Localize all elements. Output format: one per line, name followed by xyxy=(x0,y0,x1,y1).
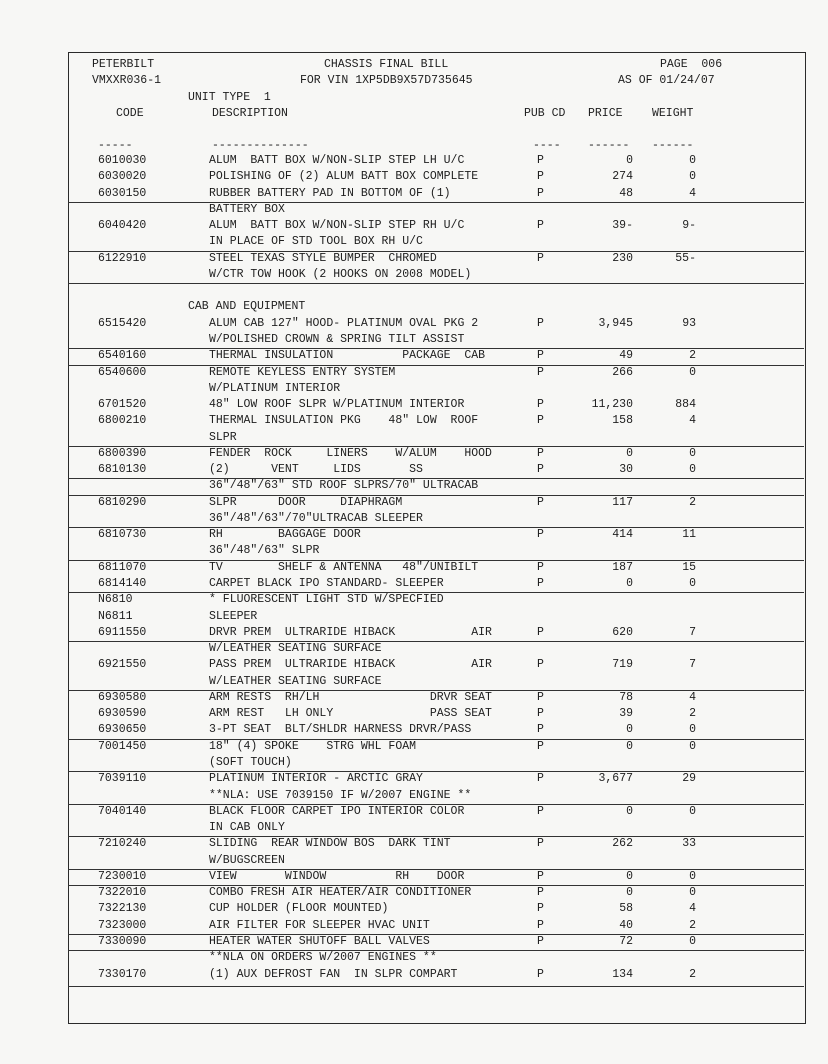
item-code: 6921550 xyxy=(98,658,147,672)
item-code: 7323000 xyxy=(98,918,147,932)
col-code: CODE xyxy=(116,107,144,120)
item-code: 7322130 xyxy=(98,902,147,916)
item-description: PASS PREM ULTRARIDE HIBACK AIR xyxy=(209,658,492,672)
item-description: BATTERY BOX xyxy=(209,202,285,216)
item-description: RUBBER BATTERY PAD IN BOTTOM OF (1) xyxy=(209,186,451,200)
item-description: * FLUORESCENT LIGHT STD W/SPECFIED xyxy=(209,593,444,607)
item-description: W/CTR TOW HOOK (2 HOOKS ON 2008 MODEL) xyxy=(209,267,472,281)
item-description: W/LEATHER SEATING SURFACE xyxy=(209,674,382,688)
item-pub-cd: P xyxy=(537,186,544,200)
item-pub-cd: P xyxy=(537,560,544,574)
item-pub-cd: P xyxy=(537,170,544,184)
item-price: 0 xyxy=(626,154,633,167)
item-price: 620 xyxy=(612,625,633,639)
item-weight: 2 xyxy=(689,967,696,981)
item-pub-cd: P xyxy=(537,967,544,981)
item-description: POLISHING OF (2) ALUM BATT BOX COMPLETE xyxy=(209,170,479,184)
item-code: 6911550 xyxy=(98,625,147,639)
item-description: AIR FILTER FOR SLEEPER HVAC UNIT xyxy=(209,918,430,932)
item-price: 11,230 xyxy=(591,398,633,412)
item-code: 6810730 xyxy=(98,528,147,542)
item-price: 0 xyxy=(626,869,633,883)
price-underline: ------ xyxy=(588,139,630,152)
col-price: PRICE xyxy=(588,107,623,120)
item-weight: 0 xyxy=(689,170,696,184)
report-title: CHASSIS FINAL BILL xyxy=(324,58,449,71)
item-description: 48" LOW ROOF SLPR W/PLATINUM INTERIOR xyxy=(209,398,465,412)
item-description: COMBO FRESH AIR HEATER/AIR CONDITIONER xyxy=(209,886,472,900)
item-weight: 2 xyxy=(689,495,696,509)
item-weight: 11 xyxy=(682,528,696,542)
item-price: 3,945 xyxy=(598,316,633,330)
row-separator xyxy=(68,202,804,203)
item-code: 6122910 xyxy=(98,251,147,265)
item-price: 48 xyxy=(619,186,633,200)
item-description: (2) VENT LIDS SS xyxy=(209,463,423,477)
item-description: SLPR DOOR DIAPHRAGM xyxy=(209,495,403,509)
item-weight: 4 xyxy=(689,902,696,916)
item-code: 6540160 xyxy=(98,349,147,363)
item-price: 30 xyxy=(619,463,633,477)
item-code: 7330170 xyxy=(98,967,147,981)
item-pub-cd: P xyxy=(537,154,544,167)
item-code: N6811 xyxy=(98,609,133,623)
item-description: FENDER ROCK LINERS W/ALUM HOOD xyxy=(209,446,492,460)
item-description: HEATER WATER SHUTOFF BALL VALVES xyxy=(209,934,430,948)
item-pub-cd: P xyxy=(537,804,544,818)
item-weight: 2 xyxy=(689,349,696,363)
item-price: 39- xyxy=(612,219,633,233)
item-price: 40 xyxy=(619,918,633,932)
item-description: STEEL TEXAS STYLE BUMPER CHROMED xyxy=(209,251,437,265)
item-description: TV SHELF & ANTENNA 48"/UNIBILT xyxy=(209,560,479,574)
item-code: 6814140 xyxy=(98,577,147,591)
as-of-date: AS OF 01/24/07 xyxy=(618,74,715,87)
item-price: 72 xyxy=(619,934,633,948)
col-description: DESCRIPTION xyxy=(212,107,288,120)
item-code: 7322010 xyxy=(98,886,147,900)
item-weight: 2 xyxy=(689,707,696,721)
item-price: 262 xyxy=(612,837,633,851)
item-code: 6030020 xyxy=(98,170,147,184)
code-underline: ----- xyxy=(98,139,133,152)
item-description: 18" (4) SPOKE STRG WHL FOAM xyxy=(209,739,417,753)
item-weight: 0 xyxy=(689,739,696,753)
item-code: 6030150 xyxy=(98,186,147,200)
item-code: 6800390 xyxy=(98,446,147,460)
item-pub-cd: P xyxy=(537,349,544,363)
item-pub-cd: P xyxy=(537,414,544,428)
item-description: W/BUGSCREEN xyxy=(209,853,285,867)
item-description: **NLA: USE 7039150 IF W/2007 ENGINE ** xyxy=(209,788,472,802)
item-price: 49 xyxy=(619,349,633,363)
item-price: 187 xyxy=(612,560,633,574)
item-code: 6040420 xyxy=(98,219,147,233)
item-description: BLACK FLOOR CARPET IPO INTERIOR COLOR xyxy=(209,804,465,818)
item-weight: 0 xyxy=(689,446,696,460)
item-price: 0 xyxy=(626,804,633,818)
item-weight: 0 xyxy=(689,934,696,948)
table-end-rule xyxy=(68,986,804,987)
item-description: **NLA ON ORDERS W/2007 ENGINES ** xyxy=(209,951,437,965)
item-price: 0 xyxy=(626,886,633,900)
item-description: (SOFT TOUCH) xyxy=(209,755,292,769)
item-description: W/LEATHER SEATING SURFACE xyxy=(209,642,382,656)
item-pub-cd: P xyxy=(537,886,544,900)
item-pub-cd: P xyxy=(537,690,544,704)
row-separator xyxy=(68,641,804,642)
item-price: 0 xyxy=(626,723,633,737)
item-code: 6930580 xyxy=(98,690,147,704)
item-pub-cd: P xyxy=(537,739,544,753)
item-code: 6811070 xyxy=(98,560,147,574)
item-price: 266 xyxy=(612,365,633,379)
item-price: 414 xyxy=(612,528,633,542)
item-pub-cd: P xyxy=(537,528,544,542)
item-code: 7040140 xyxy=(98,804,147,818)
item-code: 7001450 xyxy=(98,739,147,753)
item-code: N6810 xyxy=(98,593,133,607)
item-code: 6701520 xyxy=(98,398,147,412)
item-pub-cd: P xyxy=(537,365,544,379)
item-code: 7330090 xyxy=(98,934,147,948)
item-description: 36"/48"/63"/70"ULTRACAB SLEEPER xyxy=(209,511,423,525)
item-description: SLIDING REAR WINDOW BOS DARK TINT xyxy=(209,837,451,851)
item-weight: 0 xyxy=(689,365,696,379)
item-weight: 884 xyxy=(675,398,696,412)
item-description: ARM RESTS RH/LH DRVR SEAT xyxy=(209,690,492,704)
item-pub-cd: P xyxy=(537,463,544,477)
item-description: SLEEPER xyxy=(209,609,258,623)
item-code: 6540600 xyxy=(98,365,147,379)
item-description: REMOTE KEYLESS ENTRY SYSTEM xyxy=(209,365,396,379)
item-code: 7230010 xyxy=(98,869,147,883)
item-description: ALUM CAB 127" HOOD- PLATINUM OVAL PKG 2 xyxy=(209,316,479,330)
item-price: 58 xyxy=(619,902,633,916)
item-weight: 0 xyxy=(689,869,696,883)
item-weight: 9- xyxy=(682,219,696,233)
item-weight: 0 xyxy=(689,886,696,900)
item-code: 6810290 xyxy=(98,495,147,509)
item-weight: 33 xyxy=(682,837,696,851)
item-weight: 4 xyxy=(689,414,696,428)
unit-type: UNIT TYPE 1 xyxy=(188,91,271,104)
item-description: SLPR xyxy=(209,430,237,444)
item-pub-cd: P xyxy=(537,577,544,591)
item-description: 36"/48"/63" STD ROOF SLPRS/70" ULTRACAB xyxy=(209,479,479,493)
item-description: ALUM BATT BOX W/NON-SLIP STEP RH U/C xyxy=(209,219,465,233)
item-pub-cd: P xyxy=(537,869,544,883)
vin-line: FOR VIN 1XP5DB9X57D735645 xyxy=(300,74,473,87)
item-description: IN PLACE OF STD TOOL BOX RH U/C xyxy=(209,235,423,249)
item-price: 0 xyxy=(626,577,633,591)
item-pub-cd: P xyxy=(537,495,544,509)
item-weight: 7 xyxy=(689,625,696,639)
item-price: 158 xyxy=(612,414,633,428)
item-description: IN CAB ONLY xyxy=(209,821,285,835)
item-pub-cd: P xyxy=(537,658,544,672)
item-pub-cd: P xyxy=(537,446,544,460)
item-price: 0 xyxy=(626,446,633,460)
item-weight: 2 xyxy=(689,918,696,932)
pub-underline: ---- xyxy=(533,139,561,152)
item-pub-cd: P xyxy=(537,902,544,916)
item-price: 117 xyxy=(612,495,633,509)
weight-underline: ------ xyxy=(652,139,694,152)
item-pub-cd: P xyxy=(537,837,544,851)
item-weight: 4 xyxy=(689,690,696,704)
item-code: 6515420 xyxy=(98,316,147,330)
item-price: 230 xyxy=(612,251,633,265)
item-weight: 4 xyxy=(689,186,696,200)
item-price: 78 xyxy=(619,690,633,704)
item-weight: 0 xyxy=(689,577,696,591)
item-price: 274 xyxy=(612,170,633,184)
item-code: 7039110 xyxy=(98,772,147,786)
item-pub-cd: P xyxy=(537,625,544,639)
col-pub-cd: PUB CD xyxy=(524,107,566,120)
item-price: 134 xyxy=(612,967,633,981)
item-weight: 0 xyxy=(689,154,696,167)
item-description: 3-PT SEAT BLT/SHLDR HARNESS DRVR/PASS xyxy=(209,723,472,737)
item-description: VIEW WINDOW RH DOOR xyxy=(209,869,465,883)
item-weight: 93 xyxy=(682,316,696,330)
item-code: 6800210 xyxy=(98,414,147,428)
item-price: 719 xyxy=(612,658,633,672)
item-description: W/POLISHED CROWN & SPRING TILT ASSIST xyxy=(209,332,465,346)
item-code: 6930590 xyxy=(98,707,147,721)
item-pub-cd: P xyxy=(537,398,544,412)
company-name: PETERBILT xyxy=(92,58,155,71)
item-pub-cd: P xyxy=(537,772,544,786)
item-description: ALUM BATT BOX W/NON-SLIP STEP LH U/C xyxy=(209,154,465,167)
item-pub-cd: P xyxy=(537,723,544,737)
item-description: THERMAL INSULATION PKG 48" LOW ROOF xyxy=(209,414,479,428)
item-pub-cd: P xyxy=(537,316,544,330)
item-code: 6010030 xyxy=(98,154,147,167)
page-number: PAGE 006 xyxy=(660,58,723,71)
item-weight: 0 xyxy=(689,723,696,737)
item-description: RH BAGGAGE DOOR xyxy=(209,528,361,542)
item-weight: 0 xyxy=(689,804,696,818)
item-description: PLATINUM INTERIOR - ARCTIC GRAY xyxy=(209,772,423,786)
col-weight: WEIGHT xyxy=(652,107,694,120)
item-price: 3,677 xyxy=(598,772,633,786)
item-description: W/PLATINUM INTERIOR xyxy=(209,381,341,395)
item-description: DRVR PREM ULTRARIDE HIBACK AIR xyxy=(209,625,492,639)
item-description: CARPET BLACK IPO STANDARD- SLEEPER xyxy=(209,577,444,591)
item-pub-cd: P xyxy=(537,934,544,948)
desc-underline: -------------- xyxy=(212,139,309,152)
item-description: ARM REST LH ONLY PASS SEAT xyxy=(209,707,492,721)
item-code: 6930650 xyxy=(98,723,147,737)
report-id: VMXXR036-1 xyxy=(92,74,162,87)
item-description: CUP HOLDER (FLOOR MOUNTED) xyxy=(209,902,389,916)
item-pub-cd: P xyxy=(537,219,544,233)
item-pub-cd: P xyxy=(537,707,544,721)
item-price: 0 xyxy=(626,739,633,753)
section-heading: CAB AND EQUIPMENT xyxy=(188,300,306,314)
item-code: 6810130 xyxy=(98,463,147,477)
item-pub-cd: P xyxy=(537,918,544,932)
item-description: THERMAL INSULATION PACKAGE CAB xyxy=(209,349,486,363)
item-weight: 0 xyxy=(689,463,696,477)
item-pub-cd: P xyxy=(537,251,544,265)
item-description: 36"/48"/63" SLPR xyxy=(209,544,320,558)
item-weight: 7 xyxy=(689,658,696,672)
item-weight: 15 xyxy=(682,560,696,574)
item-weight: 55- xyxy=(675,251,696,265)
item-description: (1) AUX DEFROST FAN IN SLPR COMPART xyxy=(209,967,458,981)
item-code: 7210240 xyxy=(98,837,147,851)
item-price: 39 xyxy=(619,707,633,721)
item-weight: 29 xyxy=(682,772,696,786)
row-separator xyxy=(68,283,804,284)
